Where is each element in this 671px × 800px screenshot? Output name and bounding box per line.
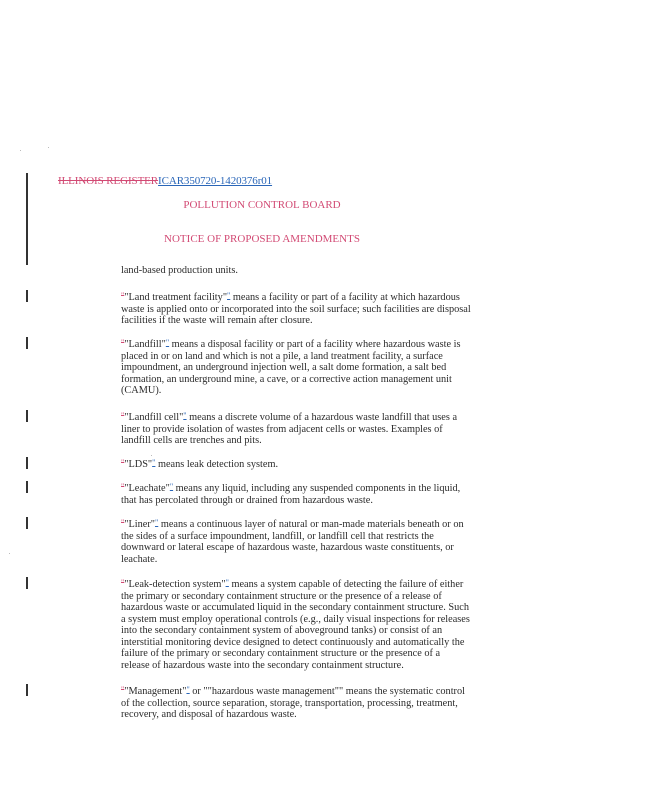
definition-leak-detection-system	[121, 577, 471, 671]
quote-mark-struck: "	[121, 458, 125, 467]
agency-heading	[0, 199, 524, 211]
definition-text: or ""hazardous waste management"" means the systematic control of the collection, source separation, storage, transportation, processing, treatment, recovery, and disposal of hazardous waste.	[121, 686, 465, 720]
quote-mark-struck: "	[121, 685, 125, 694]
paragraph-continued	[121, 265, 471, 277]
quote-mark-inserted: "	[165, 338, 170, 347]
quote-mark-struck: "	[121, 411, 125, 420]
quote-mark-struck: "	[121, 338, 125, 347]
definition-text: means any liquid, including any suspended components in the liquid, that has percolated through or drained from hazardous waste.	[121, 483, 461, 506]
scan-speck	[151, 455, 152, 456]
definition-liner	[121, 517, 471, 565]
quote-mark-inserted: "	[225, 578, 229, 587]
change-bar	[26, 517, 28, 529]
definition-term: "Leak-detection system"	[124, 579, 226, 590]
scan-speck	[48, 147, 49, 148]
scan-speck	[20, 150, 21, 151]
change-bar	[26, 481, 28, 493]
definition-text: means a facility or part of a facility at which hazardous waste is applied onto or incorporated into the soil surface; such facilities are disposal facilities if the waste will remain after closure.	[121, 292, 471, 326]
definition-term: "Land treatment facility"	[124, 292, 228, 303]
register-name-struck: ILLINOIS REGISTER	[58, 175, 159, 187]
definition-text: means leak detection system.	[155, 459, 279, 470]
change-bar	[26, 684, 28, 696]
definition-term: "Management"	[124, 686, 187, 697]
definition-term: "Liner"	[124, 519, 155, 530]
definition-leachate	[121, 481, 471, 506]
register-header	[58, 175, 272, 187]
definition-lds	[121, 457, 471, 471]
definition-term: "Landfill cell"	[124, 412, 184, 423]
definition-term: "Landfill"	[124, 339, 166, 350]
quote-mark-inserted: "	[152, 458, 156, 467]
definition-land-treatment-facility	[121, 290, 471, 327]
register-id-inserted: ICAR350720-1420376r01	[158, 175, 273, 187]
quote-mark-struck: "	[121, 578, 125, 587]
change-bar	[26, 337, 28, 349]
notice-heading-text: NOTICE OF PROPOSED AMENDMENTS	[164, 233, 360, 245]
notice-heading	[0, 233, 524, 245]
scan-speck	[9, 553, 10, 554]
quote-mark-struck: "	[121, 291, 125, 300]
change-bar	[26, 410, 28, 422]
definition-management	[121, 684, 471, 721]
definition-text: means a disposal facility or part of a facility where hazardous waste is placed in or on land and which is not a pile, a land treatment facility, a surface impoundment, an underground injection well, a salt dome formation, a salt bed formation, an underground mine, a cave, or a corrective action management unit (CAMU).	[121, 339, 461, 396]
quote-mark-struck: "	[121, 482, 125, 491]
definition-term: "LDS"	[124, 459, 153, 470]
definition-text: means a discrete volume of a hazardous waste landfill that uses a liner to provide isolation of wastes from adjacent cells or wastes. Examples of landfill cells are trenches and pits.	[121, 412, 458, 446]
change-bar	[26, 457, 28, 469]
change-bar	[26, 173, 28, 265]
definition-landfill	[121, 337, 471, 397]
quote-mark-struck: "	[121, 518, 125, 527]
quote-mark-inserted: "	[186, 685, 190, 694]
definition-term: "Leachate"	[124, 483, 170, 494]
change-bar	[26, 577, 28, 589]
quote-mark-inserted: "	[154, 518, 159, 527]
quote-mark-inserted: "	[169, 482, 174, 491]
agency-heading-text: POLLUTION CONTROL BOARD	[183, 199, 341, 211]
quote-mark-inserted: "	[227, 291, 231, 300]
quote-mark-inserted: "	[183, 411, 187, 420]
definition-landfill-cell	[121, 410, 471, 447]
definition-text: means a system capable of detecting the failure of either the primary or secondary containment structure or the presence of a release of hazardous waste or accumulated liquid in the secondary containment structure. Such a system must employ operational controls (e.g., daily visual inspections for releases into the secondary containment system of aboveground tanks) or consist of an interstitial monitoring device designed to detect continuously and automatically the failure of the primary or secondary containment structure or the presence of a release of hazardous waste into the secondary containment structure.	[121, 579, 470, 671]
change-bar	[26, 290, 28, 302]
definition-text: means a continuous layer of natural or man-made materials beneath or on the sides of a surface impoundment, landfill, or landfill cell that restricts the downward or lateral escape of hazardous waste, hazardous waste constituents, or leachate.	[121, 519, 464, 565]
paragraph-text: land-based production units.	[121, 265, 238, 276]
